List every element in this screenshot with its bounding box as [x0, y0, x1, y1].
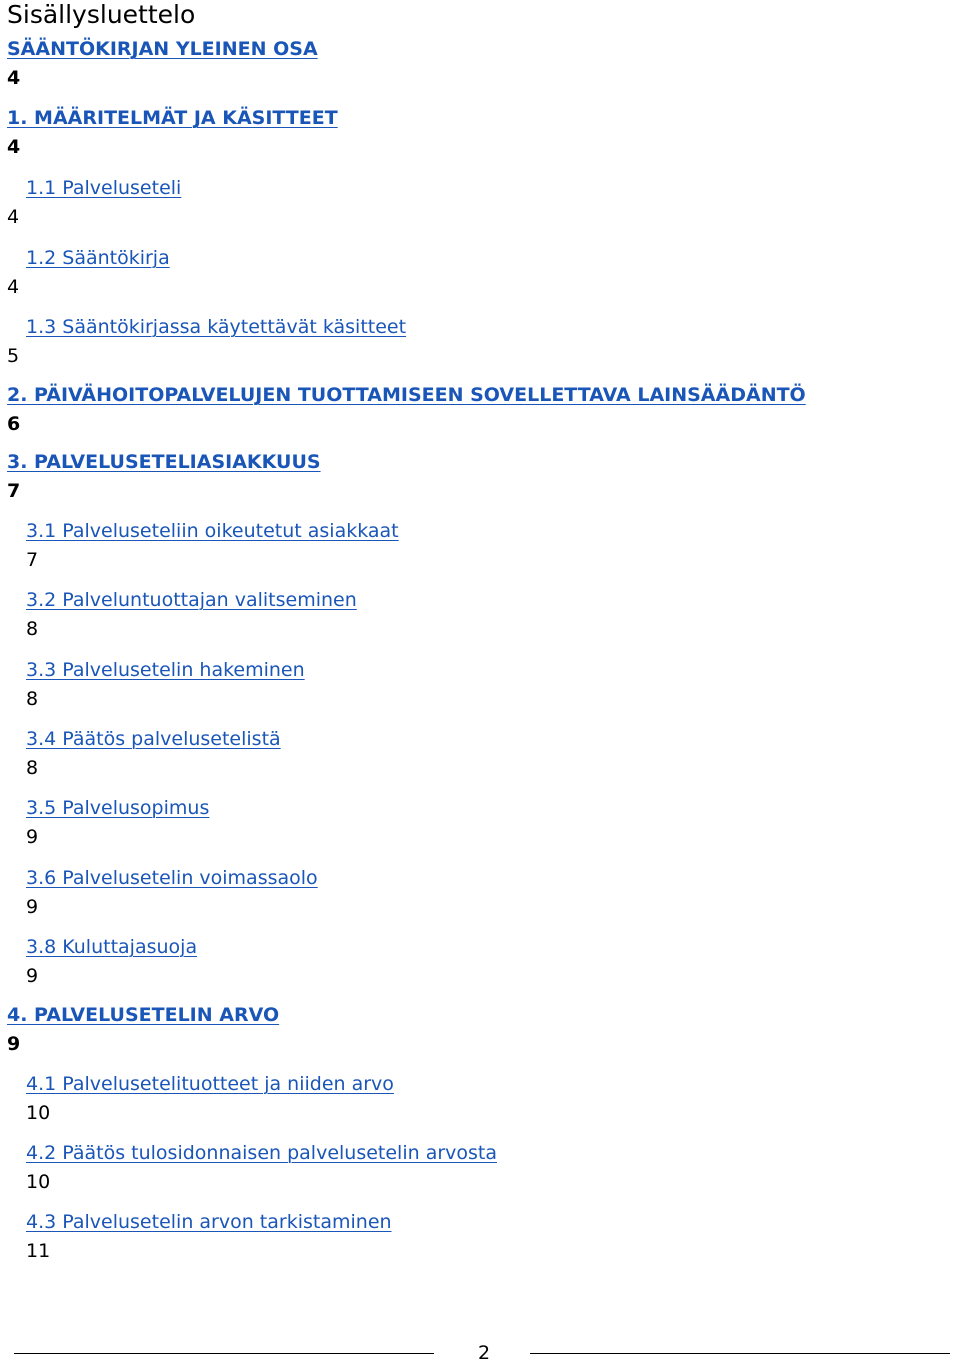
toc-link[interactable]: 1. MÄÄRITELMÄT JA KÄSITTEET	[7, 107, 338, 129]
toc-link[interactable]: 4.1 Palvelusetelituotteet ja niiden arvo	[26, 1073, 394, 1095]
toc-link[interactable]: SÄÄNTÖKIRJAN YLEINEN OSA	[7, 38, 318, 60]
toc-link[interactable]: 3. PALVELUSETELIASIAKKUUS	[7, 451, 321, 473]
toc-entry	[26, 935, 197, 988]
toc-page-number: 4	[7, 206, 20, 228]
toc-page-number: 4	[7, 67, 21, 89]
toc-link[interactable]: 4. PALVELUSETELIN ARVO	[7, 1004, 280, 1026]
toc-link[interactable]: 2. PÄIVÄHOITOPALVELUJEN TUOTTAMISEEN SOVELLETTAVA LAINSÄÄDÄNTÖ	[7, 384, 806, 406]
toc-entry	[26, 588, 357, 641]
toc-link[interactable]: 3.4 Päätös palvelusetelistä	[26, 728, 281, 750]
toc-entry	[26, 727, 281, 780]
toc-entry	[7, 246, 170, 299]
toc-entry	[26, 1072, 394, 1125]
toc-entry	[26, 1210, 392, 1263]
toc-page-number: 9	[26, 826, 39, 848]
toc-page-number: 5	[7, 345, 20, 367]
toc-link[interactable]: 3.8 Kuluttajasuoja	[26, 936, 198, 958]
footer-divider	[530, 1353, 950, 1354]
toc-link[interactable]: 1.2 Sääntökirja	[26, 247, 170, 269]
toc-page-number: 9	[26, 896, 39, 918]
toc-link[interactable]: 3.5 Palvelusopimus	[26, 797, 210, 819]
toc-entry	[7, 450, 321, 503]
toc-entry	[26, 519, 399, 572]
toc-page-number: 7	[7, 480, 21, 502]
toc-link[interactable]: 3.3 Palvelusetelin hakeminen	[26, 659, 305, 681]
toc-entry	[7, 37, 318, 90]
toc-link[interactable]: 4.3 Palvelusetelin arvon tarkistaminen	[26, 1211, 392, 1233]
toc-entry	[7, 315, 407, 368]
toc-entry	[26, 658, 305, 711]
toc-page-number: 4	[7, 276, 20, 298]
toc-entry	[26, 1141, 497, 1194]
toc-link[interactable]: 3.2 Palveluntuottajan valitseminen	[26, 589, 357, 611]
toc-page-number: 4	[7, 136, 21, 158]
toc-page-number: 6	[7, 413, 21, 435]
toc-page-number: 10	[26, 1171, 51, 1193]
toc-link[interactable]: 1.1 Palveluseteli	[26, 177, 182, 199]
toc-entry	[7, 106, 338, 159]
toc-page-number: 11	[26, 1240, 51, 1262]
toc-title: Sisällysluettelo	[7, 0, 196, 29]
toc-link[interactable]: 3.6 Palvelusetelin voimassaolo	[26, 867, 318, 889]
toc-page-number: 8	[26, 757, 39, 779]
toc-page-number: 9	[7, 1033, 21, 1055]
toc-page-number: 8	[26, 618, 39, 640]
toc-page-number: 8	[26, 688, 39, 710]
footer-divider	[14, 1353, 434, 1354]
toc-page-number: 10	[26, 1102, 51, 1124]
toc-page-number: 9	[26, 965, 39, 987]
toc-link[interactable]: 3.1 Palveluseteliin oikeutetut asiakkaat	[26, 520, 399, 542]
toc-entry	[7, 1003, 279, 1056]
toc-link[interactable]: 1.3 Sääntökirjassa käytettävät käsitteet	[26, 316, 407, 338]
footer-page-number: 2	[477, 1342, 491, 1364]
toc-entry	[26, 866, 318, 919]
toc-page-number: 7	[26, 549, 39, 571]
toc-entry	[7, 176, 182, 229]
toc-entry	[26, 796, 209, 849]
toc-link[interactable]: 4.2 Päätös tulosidonnaisen palvelusetelin arvosta	[26, 1142, 498, 1164]
toc-entry	[7, 383, 806, 436]
